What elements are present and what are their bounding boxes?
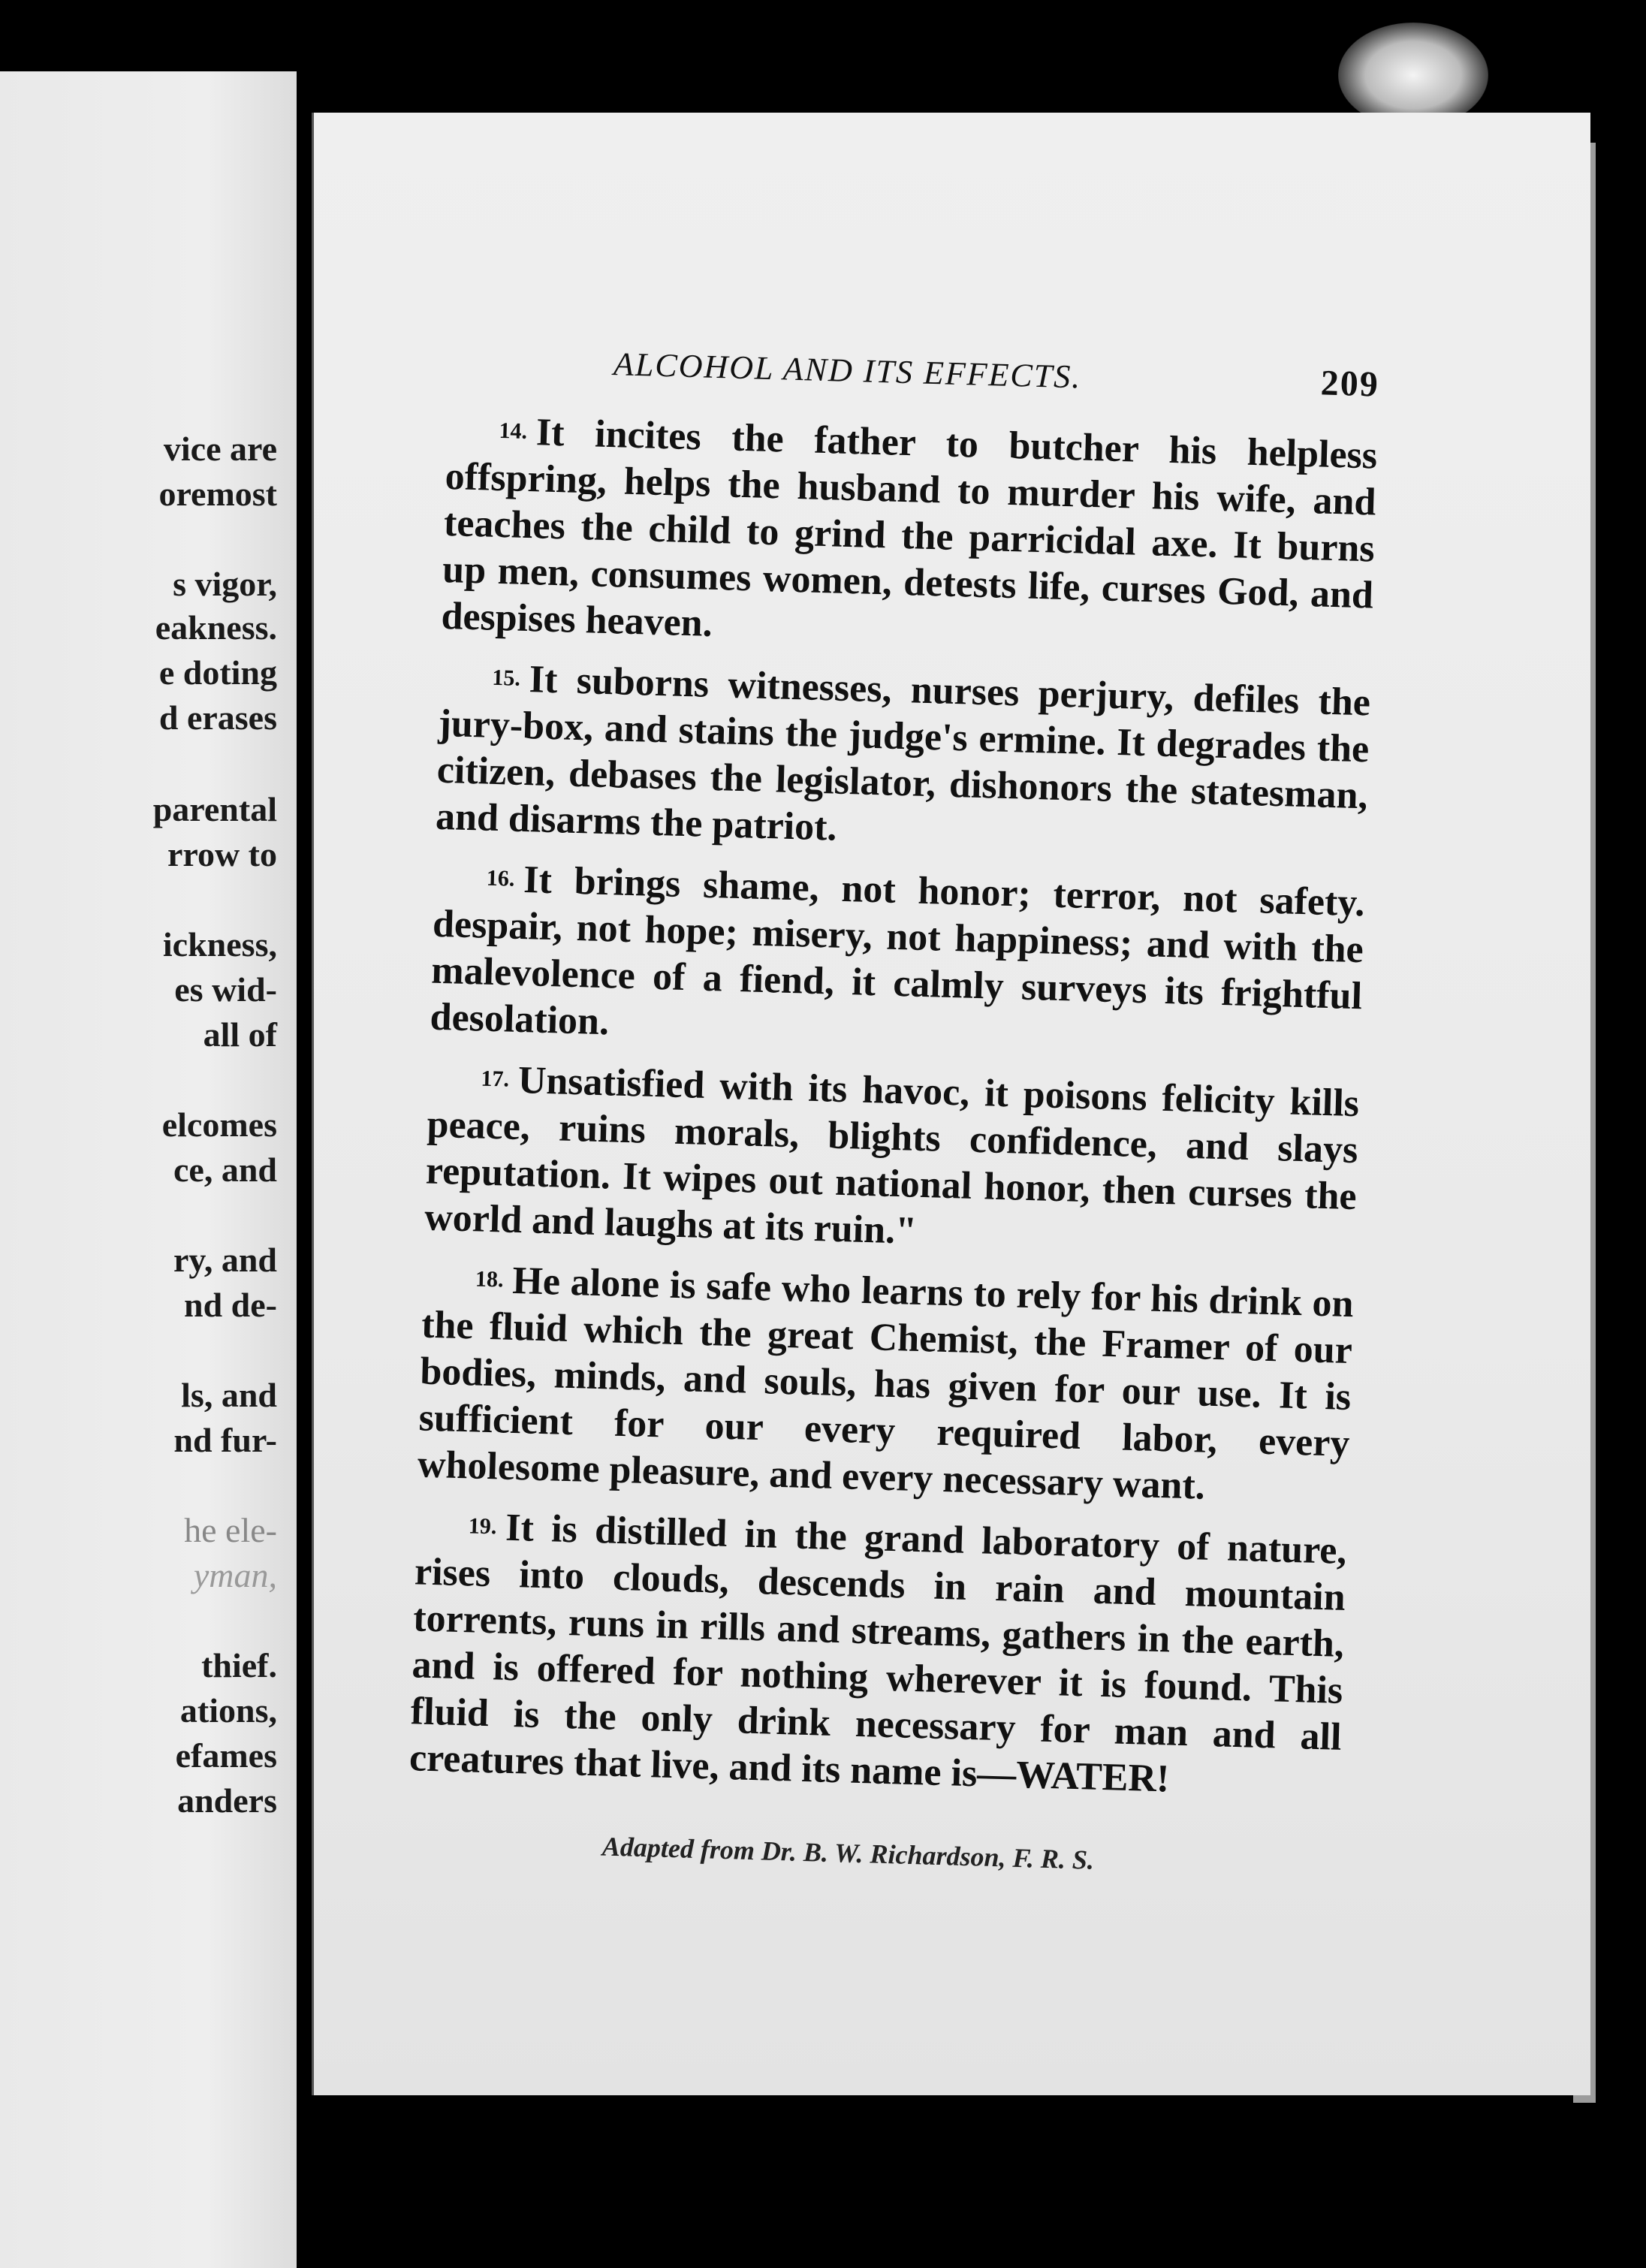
book-gutter bbox=[297, 113, 312, 2230]
paragraph-text: He alone is safe who learns to rely for his drink on the fluid which the great Chemist, the Framer of our bodies, minds, and souls, has given for our use. It is sufficient for our every required labor, every wholesome pleasure, and every necessary want. bbox=[417, 1259, 1355, 1508]
left-page-fragment: all of bbox=[203, 1015, 277, 1054]
paper-stain bbox=[1338, 23, 1488, 128]
left-page-fragment: rrow to bbox=[167, 835, 277, 873]
paragraph-number: 17. bbox=[481, 1066, 510, 1092]
left-page-fragment: ls, and bbox=[181, 1376, 277, 1414]
paragraph-14 bbox=[441, 406, 1378, 666]
attribution: Adapted from Dr. B. W. Richardson, F. R. S. bbox=[601, 1831, 1095, 1875]
left-page-fragment: nd fur- bbox=[173, 1421, 277, 1459]
paragraph-18 bbox=[417, 1255, 1354, 1515]
paragraph-15 bbox=[435, 653, 1370, 867]
left-page-fragment: s vigor, bbox=[173, 565, 277, 603]
left-page-fragment: ations, bbox=[179, 1691, 277, 1730]
paragraph-number: 14. bbox=[499, 418, 528, 444]
paragraph-16 bbox=[430, 854, 1365, 1067]
left-page-fragment: es wid- bbox=[174, 970, 277, 1009]
left-page-fragment: thief. bbox=[201, 1646, 277, 1684]
paragraph-number: 19. bbox=[468, 1513, 497, 1540]
paragraph-17 bbox=[424, 1054, 1359, 1268]
page-number: 209 bbox=[1320, 363, 1380, 405]
left-page-fragment: eakness. bbox=[155, 608, 277, 647]
right-page bbox=[312, 113, 1590, 2095]
left-page-fragment: elcomes bbox=[161, 1105, 277, 1144]
left-page-fragment: oremost bbox=[158, 475, 277, 513]
running-head bbox=[613, 342, 1379, 405]
paragraph-number: 16. bbox=[486, 865, 515, 891]
paragraph-number: 15. bbox=[491, 665, 521, 691]
left-page-fragment: e doting bbox=[158, 653, 277, 692]
paragraph-text: It is distilled in the grand laboratory of nature, rises into clouds, descends in rain and mountain torrents, runs in rills and streams, gathers in the earth, and is offered for nothing wherever it is found. This fluid is the only drink necessary for man and all creatures that live, and its name is—WATER! bbox=[408, 1506, 1348, 1801]
left-page-fragment: d erases bbox=[158, 698, 277, 737]
paragraph-text: It brings shame, not honor; terror, not safety. despair, not hope; misery, not happiness; and with the malevolence of a fiend, it calmly surveys its frightful desolation. bbox=[429, 858, 1366, 1044]
running-head-title: ALCOHOL AND ITS EFFECTS. bbox=[613, 345, 1082, 396]
left-page-fragment: anders bbox=[177, 1781, 277, 1820]
left-page-fragment: yman, bbox=[193, 1556, 277, 1594]
left-page-fragment: he ele- bbox=[184, 1511, 277, 1549]
paragraph-text: It suborns witnesses, nurses perjury, defiles the jury-box, and stains the judge's ermine. It degrades the citizen, debases the legislator, dishonors the statesman, and disarms the patriot. bbox=[435, 658, 1371, 849]
left-page-fragment: ickness, bbox=[162, 925, 277, 964]
left-page-fragment: vice are bbox=[163, 430, 277, 468]
left-page-fragment: nd de- bbox=[184, 1286, 277, 1324]
left-page-fragment: parental bbox=[152, 790, 277, 828]
paragraph-text: It incites the father to butcher his helpless offspring, helps the husband to murder his wife, and teaches the child to grind the parricidal axe. It burns up men, consumes women, detests life, curses God, and despises heaven. bbox=[440, 411, 1378, 645]
paragraph-text: Unsatisfied with its havoc, it poisons felicity kills peace, ruins morals, blights confidence, and slays reputation. It wipes out national honor, then curses the world and laughs at its ruin." bbox=[424, 1058, 1360, 1253]
page-text-block bbox=[407, 338, 1380, 1883]
paragraph-number: 18. bbox=[475, 1266, 504, 1292]
left-page-fragment: efames bbox=[175, 1736, 277, 1775]
paragraph-19 bbox=[408, 1501, 1347, 1807]
left-page-fragment: ry, and bbox=[173, 1241, 277, 1279]
left-page-fragment: ce, and bbox=[173, 1151, 277, 1189]
left-page bbox=[0, 71, 297, 2268]
